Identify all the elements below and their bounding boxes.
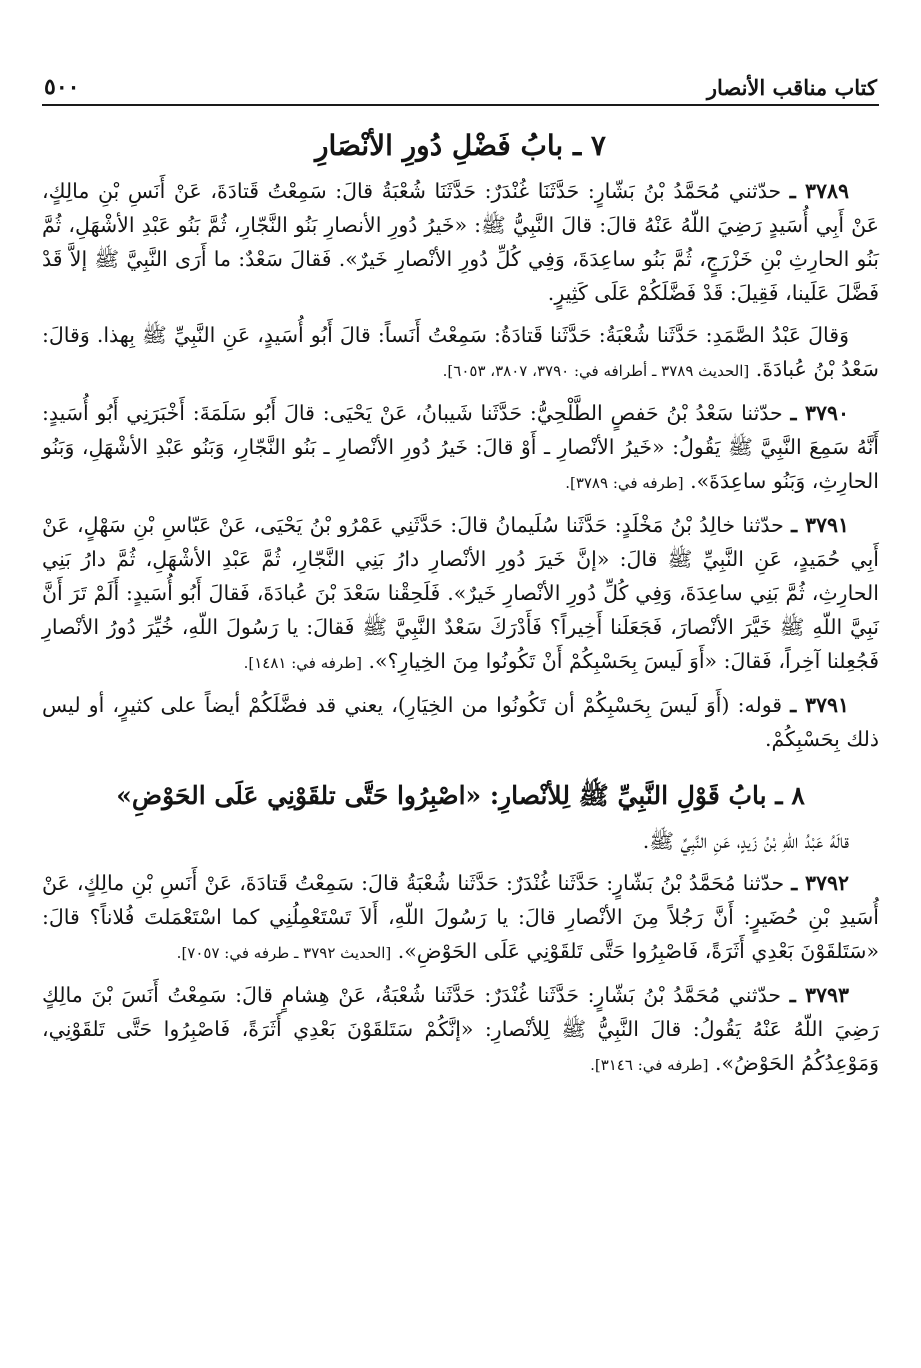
- chapter-heading-7: ٧ ـ بابُ فَضْلِ دُورِ الأنْصَارِ: [315, 129, 606, 162]
- hadith-text: وَقالَ عَبْدُ الصَّمَدِ: حَدَّثَنا شُعْبَةُ: حَدَّثَنا قَتادَةُ: سَمِعْتُ أَنَساً: قالَ أَبُو أُسَيدٍ، عَنِ النَّبِيِّ ﷺ بِهذا. وَقالَ: سَعْدُ بْنُ عُبادَةَ.: [42, 323, 879, 381]
- commentary-text: قوله: (أَوَ لَيسَ بِحَسْبِكُمْ أن تَكُونُوا من الخِيَارِ)، يعني قد فضَّلَكُمْ أيضاً على كثيرٍ، أو ليس ذلك بِحَسْبِكُمْ.: [42, 693, 879, 751]
- hadith-3793: [42, 978, 879, 1082]
- hadith-number: ٣٧٨٩ ـ: [789, 179, 849, 203]
- chapter-heading-8: ٨ ـ بابُ قَوْلِ النَّبِيِّ ﷺ لِلأنْصارِ: «اصْبِرُوا حَتَّى تلقَوْنِي عَلَى الحَوْضِ»: [116, 781, 805, 810]
- hadith-text: حدّثني مُحَمَّدُ بْنُ بَشّارٍ: حَدَّثَنا غُنْدَرٌ: حَدَّثَنا شُعْبَةُ، عَنْ هِشامٍ قالَ: سَمِعْتُ أَنَسَ بْنَ مالِكٍ رَضِيَ اللّهُ عَنْهُ يَقُولُ: قالَ النَّبِيُّ ﷺ لِلأنْصارِ: «إنَّكُمْ سَتَلقَوْنَ بَعْدِي أَثَرَةً، فَاصْبِرُوا حَتَّى تَلقَوْنِي، وَمَوْعِدُكُمُ الحَوْضُ».: [42, 983, 879, 1075]
- page-number: ٥٠٠: [44, 74, 80, 100]
- hadith-3790: [42, 396, 879, 500]
- book-title: كتاب مناقب الأنصار: [706, 75, 877, 100]
- hadith-3789: [42, 174, 879, 310]
- cross-reference: [طرفه في: ٣١٤٦].: [590, 1056, 709, 1074]
- commentary-3791: [42, 688, 879, 756]
- cross-reference: [الحديث ٣٧٨٩ ـ أطرافه في: ٣٧٩٠، ٣٨٠٧، ٦٠٥٣].: [442, 362, 750, 380]
- hadith-text: حدّثنا خالِدُ بْنُ مَخْلَدٍ: حَدَّثَنا سُلَيمانُ قالَ: حَدَّثَنِي عَمْرُو بْنُ يَحْيَى، عَنْ عَبّاسِ بْنِ سَهْلٍ، عَنْ أَبِي حُمَيدٍ، عَنِ النَّبِيِّ ﷺ قالَ: «إنَّ خَيرَ دُورِ الأنْصارِ دارُ بَنِي النَّجّارِ، ثُمَّ عَبْدِ الأشْهَلِ، ثُمَّ دارُ بَنِي الحارِثِ، ثُمَّ بَنِي ساعِدَةَ، وَفِي كُلِّ دُورِ الأنْصارِ خَيرٌ». فَلَحِقْنا سَعْدَ بْنَ عُبادَةَ، فَقالَ أَبُو أُسَيدٍ: أَلَمْ تَرَ أَنَّ نَبِيَّ اللّهِ ﷺ خَيَّرَ الأنْصارَ، فَجَعَلَنا أَخِيراً؟ فَأَدْرَكَ سَعْدٌ النَّبِيَّ ﷺ فَقالَ: يا رَسُولَ اللّهِ، خُيِّرَ دُورُ الأنْصارِ فَجُعِلنا آخِراً، فَقالَ: «أَوَ لَيسَ بِحَسْبِكُمْ أَنْ تَكُونُوا مِنَ الخِيارِ؟».: [42, 513, 879, 673]
- hadith-3792: [42, 866, 879, 970]
- hadith-number: ٣٧٩٠ ـ: [790, 401, 849, 425]
- hadith-number: ٣٧٩١ ـ: [791, 513, 849, 537]
- hadith-3789-addendum: [42, 318, 879, 388]
- chapter-8-narrator-note: قالَهُ عَبْدُ اللّهِ بْنُ زَيدٍ، عَنِ النَّبِيِّ ﷺ.: [642, 829, 849, 853]
- hadith-3791: [42, 508, 879, 680]
- hadith-number: ٣٧٩٢ ـ: [791, 871, 849, 895]
- hadith-text: حدّثنا سَعْدُ بْنُ حَفصٍ الطَّلْحِيُّ: حَدَّثَنا شَيبانُ، عَنْ يَحْيَى: قالَ أَبُو سَلَمَةَ: أَخْبَرَنِي أَبُو أُسَيدٍ: أَنَّهُ سَمِعَ النَّبِيَّ ﷺ يَقُولُ: «خَيرُ الأنْصارِ ـ أَوْ قالَ: خَيرُ دُورِ الأنْصارِ ـ بَنُو النَّجّارِ، وَبَنُو عَبْدِ الأشْهَلِ، وَبَنُو الحارِثِ، وَبَنُو ساعِدَةَ».: [42, 401, 879, 493]
- running-header: [42, 60, 879, 106]
- hadith-text: حدّثني مُحَمَّدُ بْنُ بَشّارٍ: حَدَّثَنَا غُنْدَرٌ: حَدَّثَنَا شُعْبَةُ قالَ: سَمِعْتُ قَتادَةَ، عَنْ أَنَسِ بْنِ مالِكٍ، عَنْ أَبِي أُسَيدٍ رَضِيَ اللّهُ عَنْهُ قالَ: قالَ النَّبِيُّ ﷺ: «خَيرُ دُورِ الأنصارِ بَنُو النَّجّارِ، ثُمَّ بَنُو عَبْدِ الأشْهَلِ، ثُمَّ بَنُو الحارِثِ بْنِ خَزْرَجٍ، ثُمَّ بَنُو ساعِدَةَ، وَفِي كُلِّ دُورِ الأنْصارِ خَيرٌ». فَقالَ سَعْدٌ: ما أَرَى النَّبِيَّ ﷺ إلاَّ قَدْ فَضَّلَ عَلَينا، فَقِيلَ: قَدْ فَضَّلَكُمْ عَلَى كَثِيرٍ.: [42, 179, 879, 305]
- cross-reference: [الحديث ٣٧٩٢ ـ طرفه في: ٧٠٥٧].: [176, 944, 392, 962]
- cross-reference: [طرفه في: ٣٧٨٩].: [565, 474, 684, 492]
- hadith-number: ٣٧٩٣ ـ: [789, 983, 849, 1007]
- hadith-text: حدّثنا مُحَمَّدُ بْنُ بَشّارٍ: حَدَّثَنا غُنْدَرٌ: حَدَّثَنا شُعْبَةُ قالَ: سَمِعْتُ قَتادَةَ، عَنْ أَنَسِ بْنِ مالِكٍ، عَنْ أُسَيدِ بْنِ حُضَيرٍ: أَنَّ رَجُلاً مِنَ الأنْصارِ قالَ: يا رَسُولَ اللّهِ، أَلاَ تَسْتَعْمِلُنِي كما اسْتَعْمَلتَ فُلاناً؟ قالَ: «سَتَلقَوْنَ بَعْدِي أَثَرَةً، فَاصْبِرُوا حَتَّى تَلقَوْنِي عَلَى الحَوْضِ».: [42, 871, 879, 963]
- cross-reference: [طرفه في: ١٤٨١].: [243, 654, 362, 672]
- commentary-number: ٣٧٩١ ـ: [790, 693, 849, 717]
